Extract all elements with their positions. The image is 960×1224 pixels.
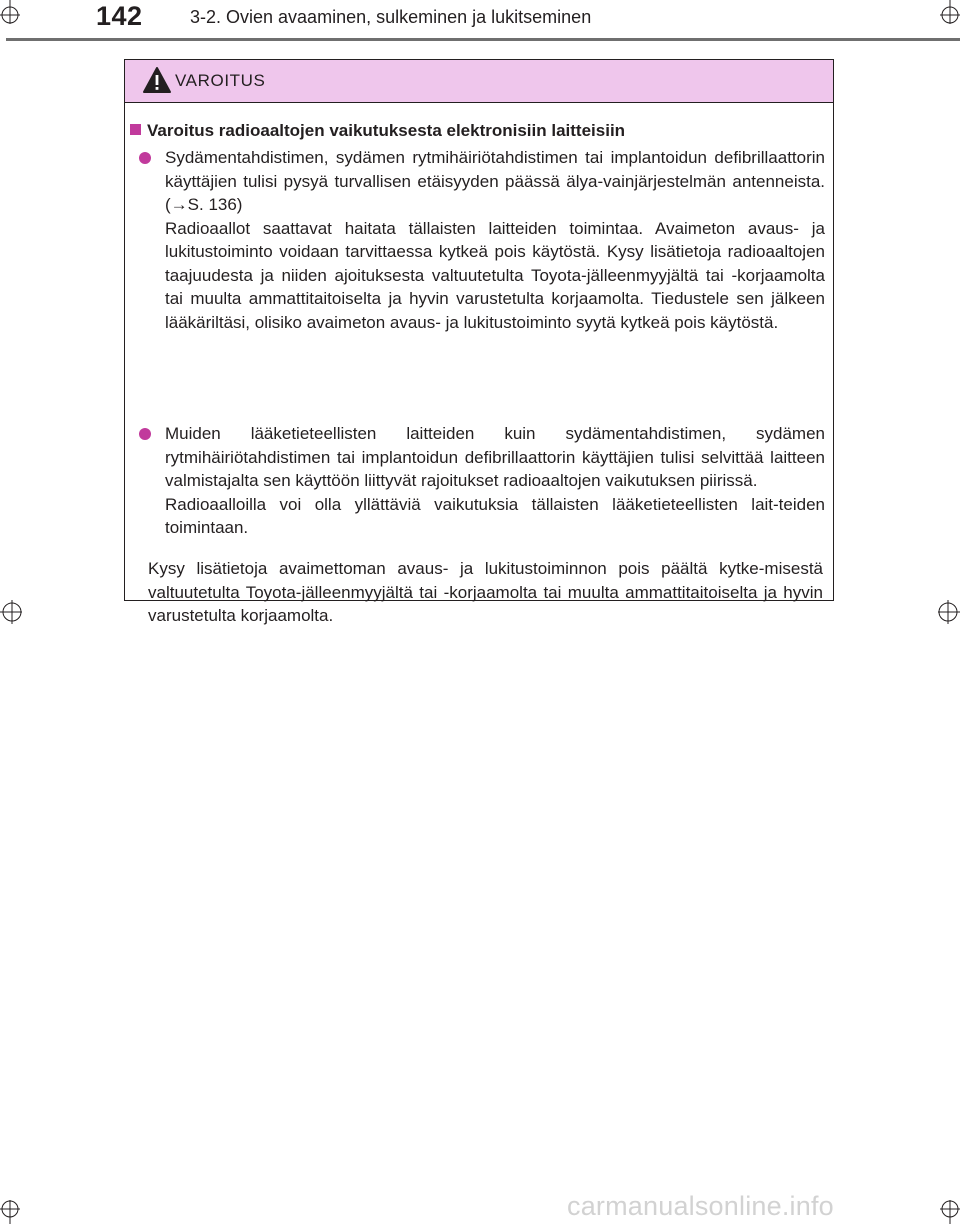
header-rule [6,38,960,41]
warning-header [125,60,833,103]
section-title: 3-2. Ovien avaaminen, sulkeminen ja lukitseminen [190,7,592,27]
warning-note-text: Kysy lisätietoja avaimettoman avaus- ja lukitustoiminnon pois päältä kytke-misestä valtuutetulta Toyota-jälleenmyyjältä tai -korjaamolta tai muulta ammattitaitoiselta ja hyvin varustetulta korjaamolta. [148,559,823,625]
warning-body [125,103,833,625]
crop-mark-mid-right [930,597,960,627]
round-bullet-icon [139,428,151,440]
warning-item-1 [165,146,825,334]
warning-triangle-icon [142,66,172,99]
warning-item-2-para-2: Radioaalloilla voi olla yllättäviä vaikutuksia tällaisten lääketieteellisten lait-teiden toimintaan. [165,494,825,537]
warning-item-2-para-1: Muiden lääketieteellisten laitteiden kuin sydämentahdistimen, sydämen rytmihäiriötahdistimen tai implantoidun defibrillaattorin käyttäjien tulisi selvittää laitteen valmistajalta sen käyttöön liittyvät rajoitukset radioaaltojen vaikutuksen piirissä. [165,424,825,490]
square-bullet-icon [130,124,141,135]
crop-mark-mid-left [0,597,30,627]
round-bullet-icon [139,152,151,164]
watermark: carmanualsonline.info [567,1191,834,1221]
warning-item-1-para-2: Radioaallot saattavat haitata tällaisten laitteiden toimintaa. Avaimeton avaus- ja lukitustoiminto voidaan tarvittaessa kytkeä pois käytöstä. Kysy lisätietoja radioaaltojen taajuudesta ja niiden ajoituksesta valtuutetulta Toyota-jälleenmyyjältä tai -korjaamolta tai muulta ammattitaitoiselta ja hyvin varustetulta korjaamolta. Tiedustele sen jälkeen lääkäriltäsi, olisiko avaimeton avaus- ja lukitustoiminto syytä kytkeä pois käytöstä. [165,218,825,332]
warning-item-2 [165,422,825,540]
crop-mark-bottom-right [930,1194,960,1224]
warning-subheading [130,119,625,143]
warning-subheading-text: Varoitus radioaaltojen vaikutuksesta elektronisiin laitteisiin [147,121,626,140]
crop-mark-bottom-left [0,1194,30,1224]
warning-item-1-para-1: Sydämentahdistimen, sydämen rytmihäiriötahdistimen tai implantoidun defibrillaattorin käyttäjien tulisi pysyä turvallisen etäisyyden päässä älya-vainjärjestelmän antenneista. (→S. 136) [165,148,825,214]
page-header [0,0,960,44]
page-number: 142 [96,1,143,31]
warning-note [148,557,823,628]
warning-label: VAROITUS [175,71,266,90]
warning-box [124,59,834,625]
